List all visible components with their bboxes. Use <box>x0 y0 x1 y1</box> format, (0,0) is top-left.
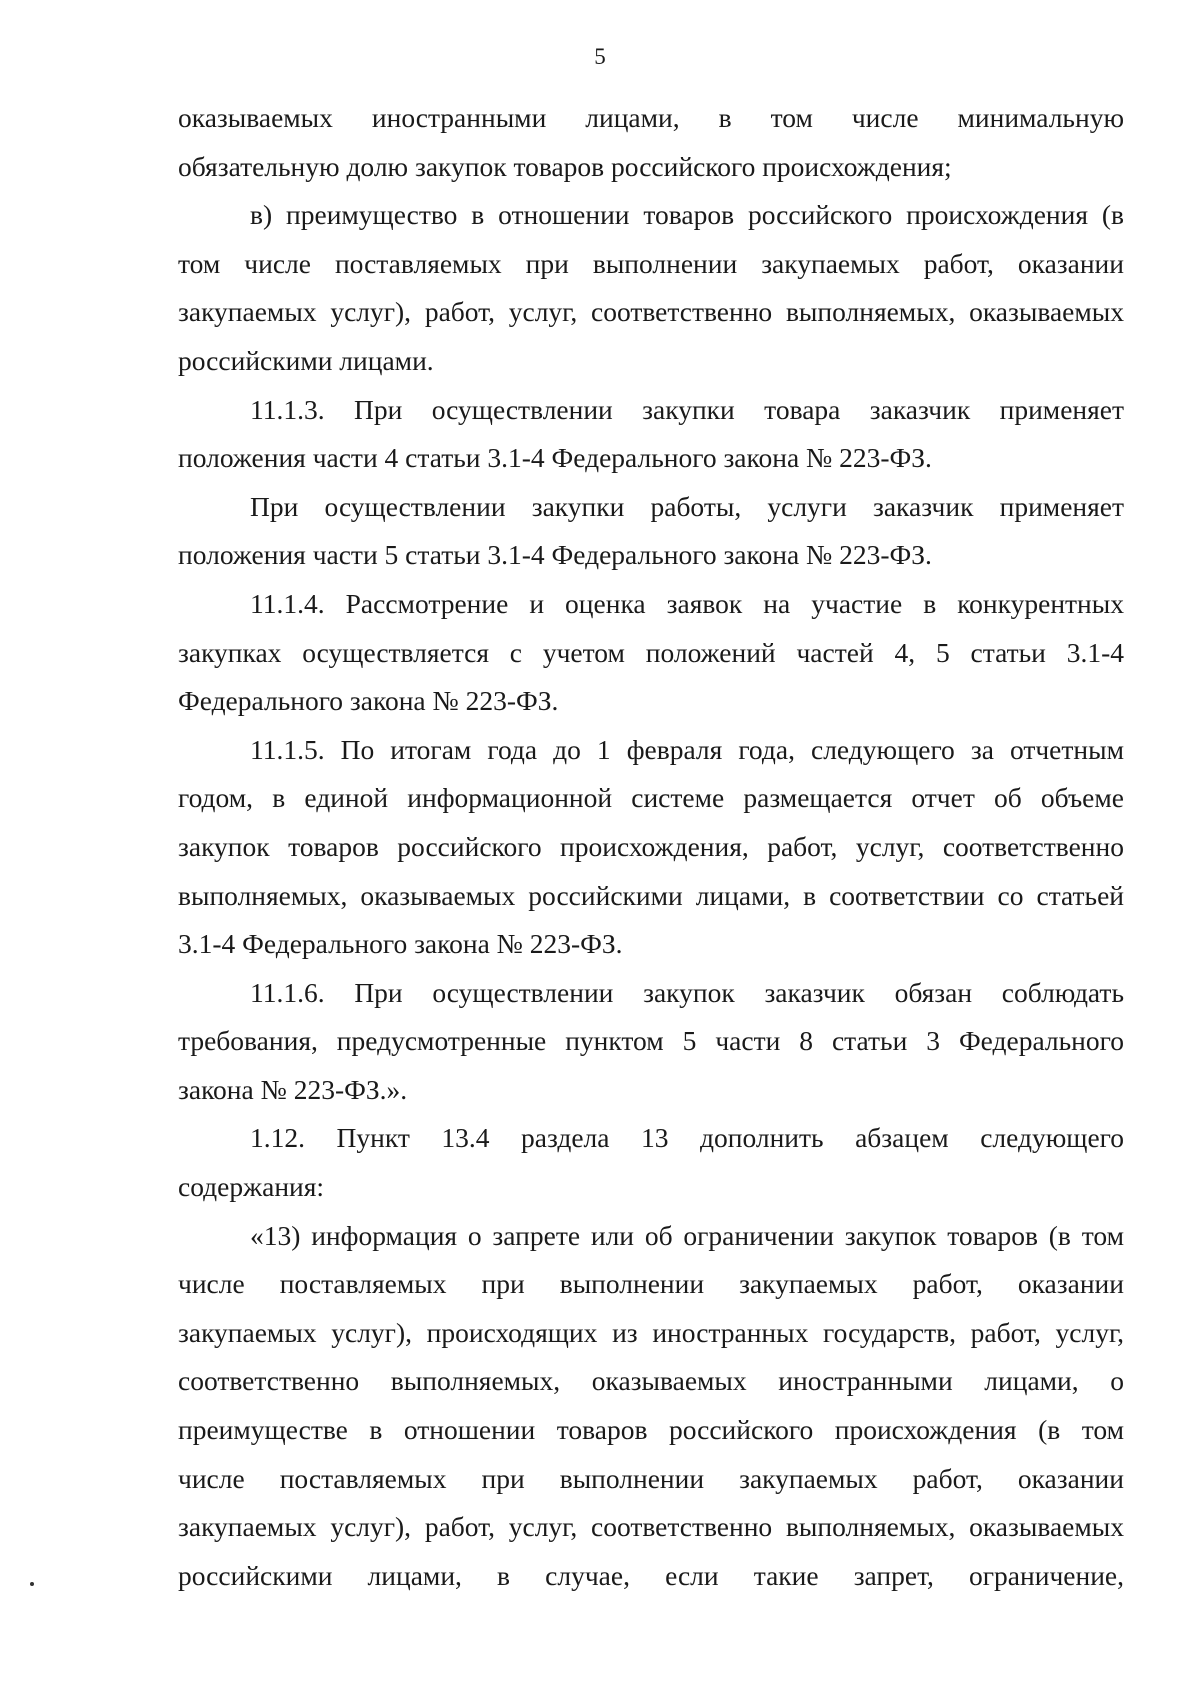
text-line: закупаемых услуг), происходящих из иностранных государств, работ, услуг, <box>178 1316 1124 1348</box>
text-line: числе поставляемых при выполнении закупаемых работ, оказании <box>178 1462 1124 1494</box>
text-line: российскими лицами, в случае, если такие запрет, ограничение, <box>178 1559 1124 1591</box>
scan-speck <box>30 1582 34 1586</box>
page-number: 5 <box>594 44 606 69</box>
document-body <box>178 94 1124 1600</box>
text-line: 1.12. Пункт 13.4 раздела 13 дополнить абзацем следующего <box>250 1122 1124 1154</box>
paragraph <box>178 191 1124 385</box>
text-line: выполняемых, оказываемых российскими лицами, в соответствии со статьей <box>178 879 1124 911</box>
text-line: в) преимущество в отношении товаров российского происхождения (в <box>250 199 1124 231</box>
text-line: 11.1.5. По итогам года до 1 февраля года, следующего за отчетным <box>250 733 1124 765</box>
paragraph <box>178 580 1124 726</box>
paragraph <box>178 1212 1124 1601</box>
text-line: закона № 223-ФЗ.». <box>178 1073 408 1105</box>
text-line: При осуществлении закупки работы, услуги заказчик применяет <box>250 490 1124 522</box>
text-line: закупок товаров российского происхождения, работ, услуг, соответственно <box>178 830 1124 862</box>
paragraph <box>178 1114 1124 1211</box>
paragraph <box>178 726 1124 969</box>
text-line: 3.1-4 Федерального закона № 223-ФЗ. <box>178 928 623 960</box>
paragraph <box>178 94 1124 191</box>
text-line: том числе поставляемых при выполнении закупаемых работ, оказании <box>178 247 1124 279</box>
text-line: числе поставляемых при выполнении закупаемых работ, оказании <box>178 1268 1124 1300</box>
paragraph <box>178 969 1124 1115</box>
text-line: закупках осуществляется с учетом положений частей 4, 5 статьи 3.1-4 <box>178 636 1124 668</box>
text-line: «13) информация о запрете или об ограничении закупок товаров (в том <box>250 1219 1124 1251</box>
text-line: положения части 4 статьи 3.1-4 Федерального закона № 223-ФЗ. <box>178 442 932 474</box>
text-line: 11.1.6. При осуществлении закупок заказчик обязан соблюдать <box>250 976 1124 1008</box>
text-line: преимуществе в отношении товаров российского происхождения (в том <box>178 1414 1124 1446</box>
text-line: закупаемых услуг), работ, услуг, соответственно выполняемых, оказываемых <box>178 1511 1124 1543</box>
text-line: Федерального закона № 223-ФЗ. <box>178 685 559 717</box>
text-line: содержания: <box>178 1171 325 1203</box>
text-line: годом, в единой информационной системе размещается отчет об объеме <box>178 782 1124 814</box>
text-line: соответственно выполняемых, оказываемых иностранными лицами, о <box>178 1365 1124 1397</box>
text-line: закупаемых услуг), работ, услуг, соответственно выполняемых, оказываемых <box>178 296 1124 328</box>
text-line: положения части 5 статьи 3.1-4 Федерального закона № 223-ФЗ. <box>178 539 932 571</box>
text-line: обязательную долю закупок товаров российского происхождения; <box>178 150 952 182</box>
text-line: требования, предусмотренные пунктом 5 части 8 статьи 3 Федерального <box>178 1025 1124 1057</box>
paragraph <box>178 483 1124 580</box>
paragraph <box>178 386 1124 483</box>
text-line: 11.1.3. При осуществлении закупки товара заказчик применяет <box>250 393 1124 425</box>
text-line: 11.1.4. Рассмотрение и оценка заявок на участие в конкурентных <box>250 587 1124 619</box>
text-line: оказываемых иностранными лицами, в том числе минимальную <box>178 102 1124 133</box>
text-line: российскими лицами. <box>178 344 434 376</box>
